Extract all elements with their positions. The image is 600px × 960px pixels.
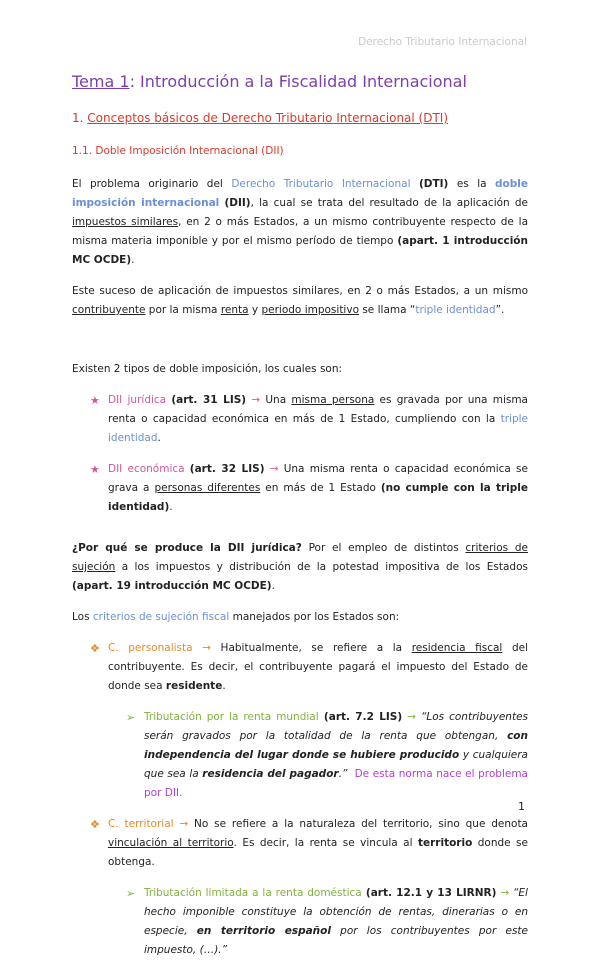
paragraph-criterios-intro: Los criterios de sujeción fiscal manejados por los Estados son: (72, 611, 400, 623)
subsection-heading: 1.1. Doble Imposición Internacional (DII) (72, 145, 284, 157)
dii-term: doble imposición internacional (72, 178, 528, 209)
list-item-c-territorial: ❖ C. territorial → No se refiere a la naturaleza del territorio, sino que denota vinculación al territorio. Es decir, la renta se vincula al territorio donde se obtenga. (72, 815, 528, 872)
running-header: Derecho Tributario Internacional (358, 36, 527, 48)
paragraph-por-que: ¿Por qué se produce la DII jurídica? Por el empleo de distintos criterios de sujeción a los impuestos y distribución de la potestad impositiva de los Estados (apart. 19 introducción MC OCDE). (72, 542, 528, 592)
dti-term: Derecho Tributario Internacional (231, 178, 411, 190)
title-text: : Introducción a la Fiscalidad Internacional (129, 72, 467, 91)
arrow-bullet-icon: ➢ (126, 887, 136, 900)
list-item-dii-economica: ★ DII económica (art. 32 LIS) → Una misma renta o capacidad económica se grava a personas diferentes en más de 1 Estado (no cumple con la triple identidad). (72, 460, 528, 517)
paragraph-tipos-intro: Existen 2 tipos de doble imposición, los cuales son: (72, 363, 343, 375)
triple-identidad-term: triple identidad (415, 304, 496, 316)
diamond-icon: ❖ (90, 818, 100, 831)
list-item-c-personalista: ❖ C. personalista → Habitualmente, se refiere a la residencia fiscal del contribuyente. Es decir, el contribuyente pagará el impuesto del Estado de donde sea residente. (72, 639, 528, 696)
page-title (72, 72, 528, 91)
title-number: Tema 1 (72, 72, 130, 91)
section-number: 1. (72, 111, 88, 125)
section-label: Conceptos básicos de Derecho Tributario Internacional (DTI) (87, 111, 449, 125)
dii-types-list (72, 391, 528, 517)
page-number: 1 (518, 800, 525, 813)
list-item-renta-domestica: ➢ Tributación limitada a la renta doméstica (art. 12.1 y 13 LIRNR) → “El hecho imponible constituye la obtención de rentas, dinerarias o en especie, en territorio español por los contribuyentes por este impuesto, (…).” (72, 884, 528, 960)
page-content (72, 72, 528, 960)
section-heading (72, 111, 528, 125)
paragraph-triple-identidad: Este suceso de aplicación de impuestos similares, en 2 o más Estados, a un mismo contribuyente por la misma renta y periodo impositivo se llama “triple identidad”. (72, 285, 528, 316)
list-item-dii-juridica: ★ DII jurídica (art. 31 LIS) → Una misma persona es gravada por una misma renta o capacidad económica en más de 1 Estado, cumpliendo con la triple identidad. (72, 391, 528, 448)
star-icon: ★ (90, 394, 100, 407)
list-item-renta-mundial: ➢ Tributación por la renta mundial (art. 7.2 LIS) → “Los contribuyentes serán gravados por la totalidad de la renta que obtengan, con independencia del lugar donde se hubiere producido y cualquiera que sea la residencia del pagador.” De esta norma nace el problema por DII. (72, 708, 528, 803)
note-dii-origin: De esta norma nace el problema por DII. (144, 768, 528, 799)
paragraph-dii-definition: El problema originario del Derecho Tributario Internacional (DTI) es la doble imposición internacional (DII), la cual se trata del resultado de la aplicación de impuestos similares, en 2 o más Estados, a un mismo contribuyente respecto de la misma materia imponible y por el mismo período de tiempo (apart. 1 introducción MC OCDE). (72, 178, 528, 266)
star-icon: ★ (90, 463, 100, 476)
arrow-bullet-icon: ➢ (126, 711, 136, 724)
diamond-icon: ❖ (90, 642, 100, 655)
